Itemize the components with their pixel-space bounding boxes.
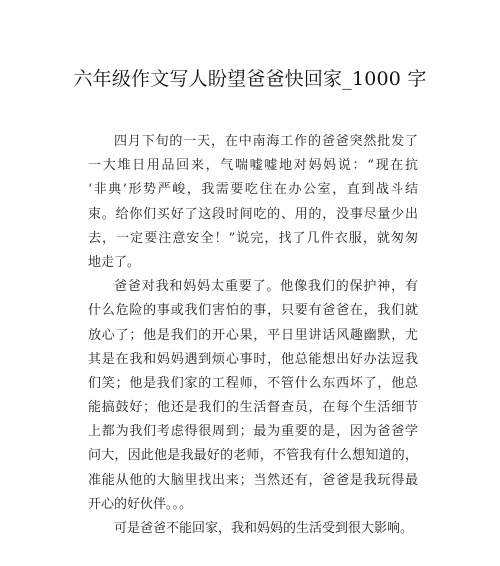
paragraph-line: 去，一定要注意安全！”说完，找了几件衣服，就匆匆	[88, 230, 418, 246]
paragraph-line: 其是在我和妈妈遇到烦心事时，他总能想出好办法逗我	[88, 351, 418, 367]
paragraph-line: 上都为我们考虑得很周到；最为重要的是，因为爸爸学	[88, 424, 418, 440]
paragraph-line: 放心了；他是我们的开心果，平日里讲话风趣幽默，尤	[88, 327, 418, 343]
paragraph-line: 四月下旬的一天，在中南海工作的爸爸突然批发了	[114, 134, 418, 149]
paragraph-line: 们笑；他是我们家的工程师，不管什么东西坏了，他总	[88, 375, 418, 391]
paragraph-line: ‘非典’形势严峻，我需要吃住在办公室，直到战斗结	[88, 182, 418, 198]
paragraph-line: 可是爸爸不能回家，我和妈妈的生活受到很大影响。	[114, 521, 414, 536]
paragraph-line: 束。给你们买好了这段时间吃的、用的，没事尽量少出	[88, 206, 418, 222]
paragraph-line: 爸爸对我和妈妈太重要了。他像我们的保护神，有	[114, 279, 418, 295]
paragraph-line: 问大，因此他是我最好的老师，不管我有什么想知道的，	[88, 448, 418, 464]
paragraph-line: 准能从他的大脑里找出来；当然还有，爸爸是我玩得最	[88, 472, 418, 488]
paragraph-line: 地走了。	[88, 254, 141, 270]
paragraph-line: 能搞鼓好；他还是我们的生活督查员，在每个生活细节	[88, 400, 418, 416]
paragraph-line: 开心的好伙伴。。。	[88, 496, 193, 512]
document-title: 六年级作文写人盼望爸爸快回家_1000 字	[73, 68, 427, 90]
document-body	[88, 130, 418, 541]
paragraph-line: 什么危险的事或我们害怕的事，只要有爸爸在，我们就	[88, 303, 418, 319]
paragraph-line: 一大堆日用品回来，气喘嘘嘘地对妈妈说：“现在抗	[88, 158, 418, 174]
